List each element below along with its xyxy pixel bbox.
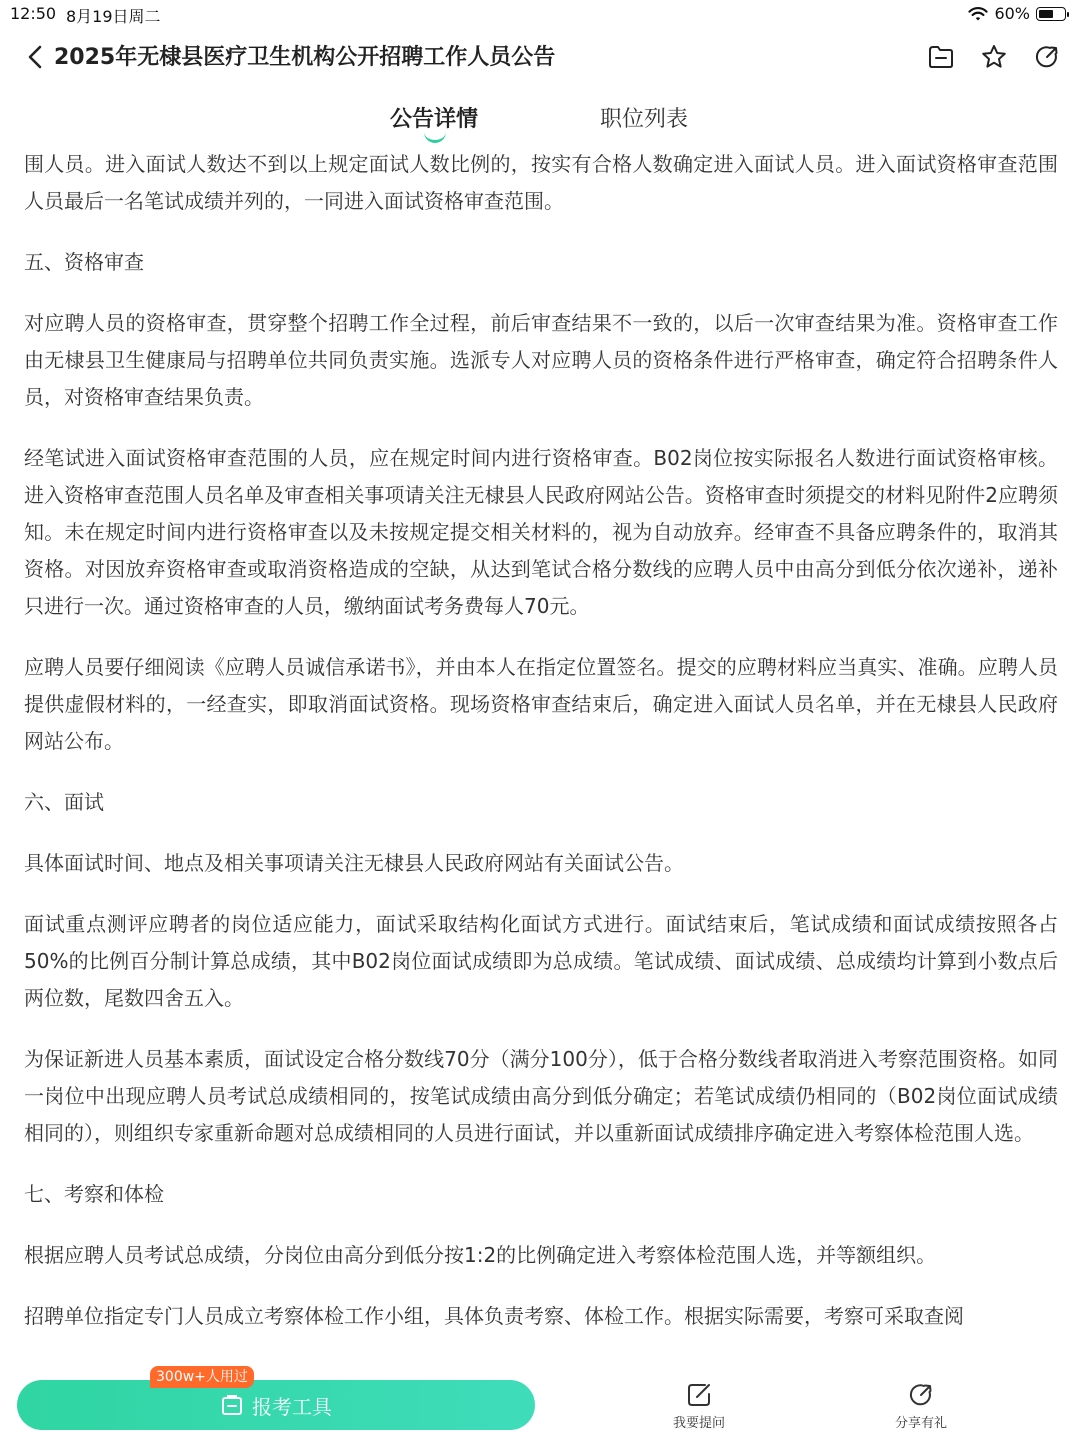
status-right bbox=[968, 4, 1066, 23]
article-content[interactable] bbox=[24, 146, 1058, 1372]
section-heading: 五、资格审查 bbox=[24, 250, 144, 274]
back-button[interactable] bbox=[20, 42, 50, 72]
paragraph: 对应聘人员的资格审查，贯穿整个招聘工作全过程，前后审查结果不一致的，以后一次审查结果为准。资格审查工作由无棣县卫生健康局与招聘单位共同负责实施。选派专人对应聘人员的资格条件进行严格审查，确定符合招聘条件人员，对资格审查结果负责。 bbox=[24, 311, 1058, 409]
header bbox=[0, 30, 1080, 90]
bottom-bar bbox=[0, 1370, 1080, 1440]
paragraph: 根据应聘人员考试总成绩，分岗位由高分到低分按1:2的比例确定进入考察体检范围人选，并等额组织。 bbox=[24, 1243, 937, 1267]
star-icon bbox=[980, 43, 1008, 71]
folder-icon bbox=[927, 44, 955, 70]
paragraph: 围人员。进入面试人数达不到以上规定面试人数比例的，按实有合格人数确定进入面试人员。进入面试资格审查范围人员最后一名笔试成绩并列的，一同进入面试资格审查范围。 bbox=[24, 152, 1058, 213]
tab-announcement-details[interactable]: 公告详情 bbox=[390, 107, 479, 132]
status-time: 12:50 bbox=[10, 4, 57, 23]
paragraph: 经笔试进入面试资格审查范围的人员，应在规定时间内进行资格审查。B02岗位按实际报名人数进行面试资格审核。进入资格审查范围人员名单及审查相关事项请关注无棣县人民政府网站公告。资格审查时须提交的材料见附件2应聘须知。未在规定时间内进行资格审查以及未按规定提交相关材料的，视为自动放弃。经审查不具备应聘条件的，取消其资格。对因放弃资格审查或取消资格造成的空缺，从达到笔试合格分数线的应聘人员中由高分到低分依次递补，递补只进行一次。通过资格审查的人员，缴纳面试考务费每人70元。 bbox=[24, 446, 1058, 618]
status-date: 8月19日周二 bbox=[66, 7, 161, 26]
status-bar bbox=[0, 0, 1080, 30]
ask-question-label: 我要提问 bbox=[672, 1416, 725, 1431]
ask-question-button[interactable] bbox=[644, 1378, 754, 1431]
share-icon bbox=[907, 1381, 935, 1409]
chevron-left-icon bbox=[25, 44, 45, 70]
paragraph: 招聘单位指定专门人员成立考察体检工作小组，具体负责考察、体检工作。根据实际需要，考察可采取查阅 bbox=[24, 1304, 964, 1328]
share-gift-label: 分享有礼 bbox=[894, 1416, 947, 1431]
tools-icon bbox=[220, 1393, 244, 1417]
share-icon bbox=[1033, 43, 1061, 71]
favorite-button[interactable] bbox=[977, 40, 1011, 74]
paragraph: 应聘人员要仔细阅读《应聘人员诚信承诺书》，并由本人在指定位置签名。提交的应聘材料应当真实、准确。应聘人员提供虚假材料的，一经查实，即取消面试资格。现场资格审查结束后，确定进入面试人员名单，并在无棣县人民政府网站公布。 bbox=[24, 655, 1058, 753]
share-button[interactable] bbox=[1030, 40, 1064, 74]
tab-bar bbox=[0, 96, 1080, 142]
section-heading: 六、面试 bbox=[24, 790, 104, 814]
section-heading: 七、考察和体检 bbox=[24, 1182, 164, 1206]
usage-badge: 300w+人用过 bbox=[150, 1366, 254, 1388]
paragraph: 为保证新进人员基本素质，面试设定合格分数线70分（满分100分），低于合格分数线者取消进入考察范围资格。如同一岗位中出现应聘人员考试总成绩相同的，按笔试成绩由高分到低分确定；若笔试成绩仍相同的（B02岗位面试成绩相同的），则组织专家重新命题对总成绩相同的人员进行面试，并以重新面试成绩排序确定进入考察体检范围人选。 bbox=[24, 1047, 1058, 1145]
exam-tools-button[interactable] bbox=[17, 1380, 535, 1430]
edit-icon bbox=[685, 1381, 713, 1409]
paragraph: 面试重点测评应聘者的岗位适应能力，面试采取结构化面试方式进行。面试结束后，笔试成绩和面试成绩按照各占50%的比例百分制计算总成绩，其中B02岗位面试成绩即为总成绩。笔试成绩、面试成绩、总成绩均计算到小数点后两位数，尾数四舍五入。 bbox=[24, 912, 1058, 1010]
active-tab-indicator bbox=[424, 132, 446, 143]
battery-icon bbox=[1036, 7, 1066, 21]
tab-position-list[interactable]: 职位列表 bbox=[600, 107, 689, 132]
wifi-icon bbox=[968, 6, 988, 22]
exam-tools-label: 报考工具 bbox=[252, 1394, 332, 1419]
paragraph: 具体面试时间、地点及相关事项请关注无棣县人民政府网站有关面试公告。 bbox=[24, 851, 684, 875]
share-gift-button[interactable] bbox=[866, 1378, 976, 1431]
battery-percent: 60% bbox=[994, 4, 1030, 23]
folder-button[interactable] bbox=[924, 40, 958, 74]
page-title: 2025年无棣县医疗卫生机构公开招聘工作人员公告 bbox=[54, 45, 556, 70]
